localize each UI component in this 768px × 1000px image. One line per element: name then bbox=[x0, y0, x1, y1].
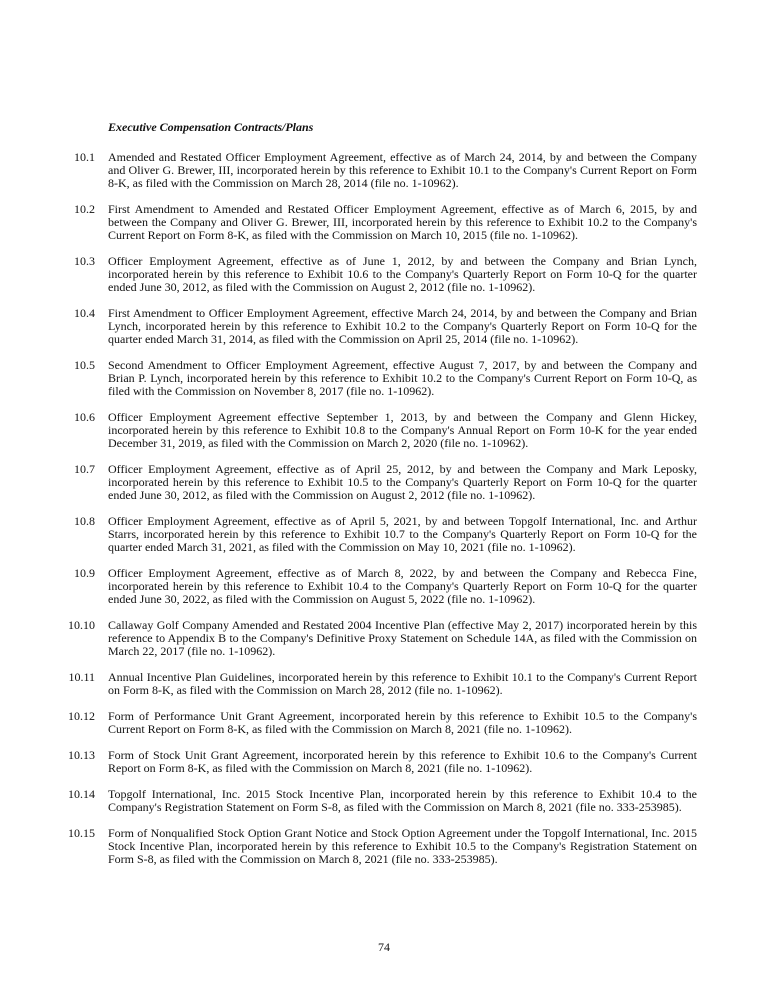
section-heading: Executive Compensation Contracts/Plans bbox=[108, 120, 314, 134]
exhibit-description: Officer Employment Agreement effective September 1, 2013, by and between the Company and Glenn Hickey, incorporated herein by this reference to Exhibit 10.8 to the Company's Annual Report on Form 10-K for the year ended December 31, 2019, as filed with the Commission on March 2, 2020 (file no. 1-10962). bbox=[108, 410, 697, 450]
exhibit-item bbox=[59, 255, 697, 294]
exhibit-item bbox=[59, 827, 697, 866]
exhibit-item bbox=[59, 203, 697, 242]
exhibit-item bbox=[59, 359, 697, 398]
exhibit-item bbox=[59, 749, 697, 775]
exhibit-description: First Amendment to Officer Employment Agreement, effective March 24, 2014, by and between the Company and Brian Lynch, incorporated herein by this reference to Exhibit 10.2 to the Company's Quarterly Report on Form 10-Q for the quarter ended March 31, 2014, as filed with the Commission on April 25, 2014 (file no. 1-10962). bbox=[108, 306, 697, 346]
exhibit-number: 10.7 bbox=[74, 462, 95, 476]
exhibit-number: 10.1 bbox=[74, 150, 95, 164]
exhibit-item bbox=[59, 567, 697, 606]
exhibit-number: 10.11 bbox=[68, 670, 95, 684]
exhibit-item bbox=[59, 515, 697, 554]
exhibit-description: Amended and Restated Officer Employment Agreement, effective as of March 24, 2014, by and between the Company and Oliver G. Brewer, III, incorporated herein by this reference to Exhibit 10.1 to the Company's Current Report on Form 8-K, as filed with the Commission on March 28, 2014 (file no. 1-10962). bbox=[108, 150, 697, 190]
exhibit-description: Form of Stock Unit Grant Agreement, incorporated herein by this reference to Exhibit 10.6 to the Company's Current Report on Form 8-K, as filed with the Commission on March 8, 2021 (file no. 1-10962). bbox=[108, 748, 697, 775]
exhibit-item bbox=[59, 619, 697, 658]
exhibit-number: 10.2 bbox=[74, 202, 95, 216]
exhibit-description: Form of Nonqualified Stock Option Grant Notice and Stock Option Agreement under the Topgolf International, Inc. 2015 Stock Incentive Plan, incorporated herein by this reference to Exhibit 10.5 to the Company's Registration Statement on Form S-8, as filed with the Commission on March 8, 2021 (file no. 333-253985). bbox=[108, 826, 697, 866]
exhibit-description: Callaway Golf Company Amended and Restated 2004 Incentive Plan (effective May 2, 2017) incorporated herein by this reference to Appendix B to the Company's Definitive Proxy Statement on Schedule 14A, as filed with the Commission on March 22, 2017 (file no. 1-10962). bbox=[108, 618, 697, 658]
exhibit-description: Annual Incentive Plan Guidelines, incorporated herein by this reference to Exhibit 10.1 to the Company's Current Report on Form 8-K, as filed with the Commission on March 28, 2012 (file no. 1-10962). bbox=[108, 670, 697, 697]
exhibit-number: 10.5 bbox=[74, 358, 95, 372]
exhibit-item bbox=[59, 151, 697, 190]
exhibit-number: 10.10 bbox=[68, 618, 95, 632]
exhibit-list bbox=[59, 151, 697, 866]
exhibit-item bbox=[59, 411, 697, 450]
exhibit-item bbox=[59, 788, 697, 814]
page-number: 74 bbox=[378, 940, 390, 954]
exhibit-number: 10.13 bbox=[68, 748, 95, 762]
exhibit-number: 10.12 bbox=[68, 709, 95, 723]
exhibit-number: 10.4 bbox=[74, 306, 95, 320]
exhibit-item bbox=[59, 671, 697, 697]
exhibit-description: Officer Employment Agreement, effective as of March 8, 2022, by and between the Company and Rebecca Fine, incorporated herein by this reference to Exhibit 10.4 to the Company's Quarterly Report on Form 10-Q for the quarter ended June 30, 2022, as filed with the Commission on August 5, 2022 (file no. 1-10962). bbox=[108, 566, 697, 606]
exhibit-number: 10.3 bbox=[74, 254, 95, 268]
exhibit-description: Form of Performance Unit Grant Agreement, incorporated herein by this reference to Exhibit 10.5 to the Company's Current Report on Form 8-K, as filed with the Commission on March 8, 2021 (file no. 1-10962). bbox=[108, 709, 697, 736]
exhibit-item bbox=[59, 307, 697, 346]
exhibit-description: Officer Employment Agreement, effective as of April 5, 2021, by and between Topgolf International, Inc. and Arthur Starrs, incorporated herein by this reference to Exhibit 10.7 to the Company's Quarterly Report on Form 10-Q for the quarter ended March 31, 2021, as filed with the Commission on May 10, 2021 (file no. 1-10962). bbox=[108, 514, 697, 554]
exhibit-number: 10.14 bbox=[68, 787, 95, 801]
exhibit-item bbox=[59, 463, 697, 502]
exhibit-description: Second Amendment to Officer Employment Agreement, effective August 7, 2017, by and between the Company and Brian P. Lynch, incorporated herein by this reference to Exhibit 10.2 to the Company's Current Report on Form 10-Q, as filed with the Commission on November 8, 2017 (file no. 1-10962). bbox=[108, 358, 697, 398]
exhibit-description: First Amendment to Amended and Restated Officer Employment Agreement, effective as of March 6, 2015, by and between the Company and Oliver G. Brewer, III, incorporated herein by this reference to Exhibit 10.2 to the Company's Current Report on Form 8-K, as filed with the Commission on March 10, 2015 (file no. 1-10962). bbox=[108, 202, 697, 242]
exhibit-description: Officer Employment Agreement, effective as of April 25, 2012, by and between the Company and Mark Leposky, incorporated herein by this reference to Exhibit 10.5 to the Company's Quarterly Report on Form 10-Q for the quarter ended June 30, 2012, as filed with the Commission on August 2, 2012 (file no. 1-10962). bbox=[108, 462, 697, 502]
exhibit-number: 10.9 bbox=[74, 566, 95, 580]
exhibit-number: 10.6 bbox=[74, 410, 95, 424]
exhibit-item bbox=[59, 710, 697, 736]
exhibit-description: Officer Employment Agreement, effective as of June 1, 2012, by and between the Company and Brian Lynch, incorporated herein by this reference to Exhibit 10.6 to the Company's Quarterly Report on Form 10-Q for the quarter ended June 30, 2012, as filed with the Commission on August 2, 2012 (file no. 1-10962). bbox=[108, 254, 697, 294]
exhibit-number: 10.15 bbox=[68, 826, 95, 840]
exhibit-number: 10.8 bbox=[74, 514, 95, 528]
exhibit-description: Topgolf International, Inc. 2015 Stock Incentive Plan, incorporated herein by this reference to Exhibit 10.4 to the Company's Registration Statement on Form S-8, as filed with the Commission on March 8, 2021 (file no. 333-253985). bbox=[108, 787, 697, 814]
